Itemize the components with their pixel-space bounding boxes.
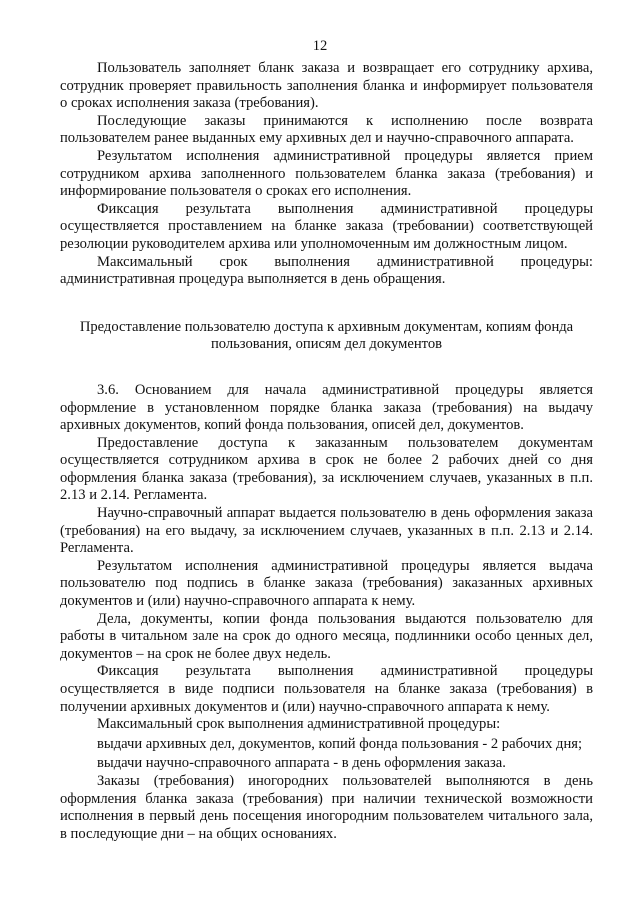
paragraph: выдачи научно-справочного аппарата - в день оформления заказа. [97, 755, 506, 772]
paragraph: Фиксация результата выполнения административной процедуры осуществляется проставлением на бланке заказа (требовании) соответствующей резолюции руководителем архива или уполномоченным им должностным лицом. [60, 200, 593, 252]
paragraph: Предоставление доступа к заказанным пользователем документам осуществляется сотрудником архива в срок не более 2 рабочих дней со дня оформления бланка заказа (требования), за исключением случаев, указанных в п.п. 2.13 и 2.14. Регламента. [60, 434, 593, 504]
paragraph: Максимальный срок выполнения административной процедуры: административная процедура выполняется в день обращения. [60, 253, 593, 288]
paragraph: Научно-справочный аппарат выдается пользователю в день оформления заказа (требования) на его выдачу, за исключением случаев, указанных в п.п. 2.13 и 2.14. Регламента. [60, 505, 593, 557]
page-number: 12 [312, 38, 328, 54]
paragraph: Дела, документы, копии фонда пользования выдаются пользователю для работы в читальном зале на срок до одного месяца, подлинники особо ценных дел, документов – на срок не более двух недель. [60, 610, 593, 662]
paragraph: Пользователь заполняет бланк заказа и возвращает его сотруднику архива, сотрудник проверяет правильность заполнения бланка и информирует пользователя о сроках исполнения заказа (требования). [60, 60, 593, 112]
paragraph: Заказы (требования) иногородних пользователей выполняются в день оформления бланка заказа (требования) при наличии технической возможности исполнения в первый день посещения иногородним пользователем читального зала, в последующие дни – на общих основаниях. [60, 772, 593, 842]
paragraph: Последующие заказы принимаются к исполнению после возврата пользователем ранее выданных ему архивных дел и научно-справочного аппарата. [60, 112, 593, 147]
section-heading: Предоставление пользователю доступа к архивным документам, копиям фонда пользования, описям дел документов [79, 318, 574, 353]
paragraph: выдачи архивных дел, документов, копий фонда пользования - 2 рабочих дня; [97, 735, 583, 752]
document-body [60, 60, 593, 843]
paragraph: 3.6. Основанием для начала административной процедуры является оформление в установленном порядке бланка заказа (требования) на выдачу архивных документов, копий фонда пользования, описей дел, документов. [60, 381, 593, 434]
paragraph: Фиксация результата выполнения административной процедуры осуществляется в виде подписи пользователя на бланке заказа (требования) в получении архивных документов и (или) научно-справочного аппарата к нему. [60, 663, 593, 715]
paragraph: Максимальный срок выполнения административной процедуры: [97, 716, 501, 733]
paragraph: Результатом исполнения административной процедуры является выдача пользователю под подпись в бланке заказа (требования) заказанных архивных документов и (или) научно-справочного аппарата к нему. [60, 557, 593, 610]
paragraph: Результатом исполнения административной процедуры является прием сотрудником архива заполненного пользователем бланка заказа (требования) и информирование пользователя о сроках его исполнения. [60, 147, 593, 200]
